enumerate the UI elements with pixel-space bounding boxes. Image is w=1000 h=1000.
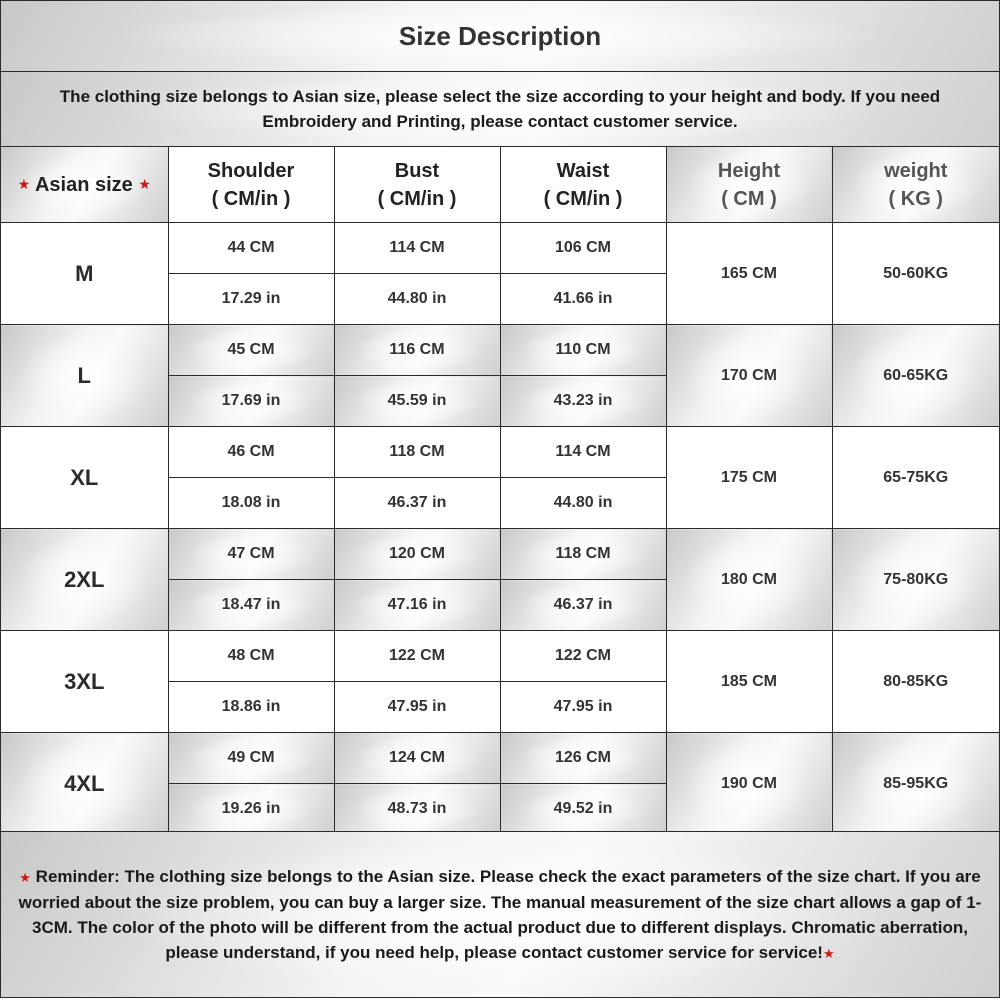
waist-in: 43.23 in [500, 376, 666, 427]
bust-in: 45.59 in [334, 376, 500, 427]
waist-cm: 122 CM [500, 631, 666, 682]
table-row [1, 325, 999, 376]
table-row [1, 427, 999, 478]
waist-in: 44.80 in [500, 478, 666, 529]
shoulder-in: 17.29 in [168, 274, 334, 325]
height-value: 175 CM [666, 427, 832, 529]
waist-cm: 126 CM [500, 733, 666, 784]
shoulder-cm: 47 CM [168, 529, 334, 580]
bust-cm: 118 CM [334, 427, 500, 478]
star-icon: ★ [822, 945, 835, 961]
header-shoulder-label: Shoulder [207, 159, 295, 182]
bust-in: 46.37 in [334, 478, 500, 529]
shoulder-cm: 49 CM [168, 733, 334, 784]
bust-in: 47.95 in [334, 682, 500, 733]
bust-in: 44.80 in [334, 274, 500, 325]
header-waist-unit: ( CM/in ) [543, 187, 623, 210]
weight-value: 60-65KG [832, 325, 999, 427]
header-weight [832, 147, 999, 223]
weight-value: 75-80KG [832, 529, 999, 631]
bust-cm: 124 CM [334, 733, 500, 784]
header-row [1, 147, 999, 223]
reminder-paragraph [5, 864, 995, 966]
height-value: 165 CM [666, 223, 832, 325]
waist-in: 49.52 in [500, 784, 666, 835]
bust-cm: 116 CM [334, 325, 500, 376]
header-asian-size-label: Asian size [34, 174, 133, 196]
waist-cm: 110 CM [500, 325, 666, 376]
table-row [1, 529, 999, 580]
header-bust-label: Bust [394, 159, 440, 182]
star-icon: ★ [138, 176, 151, 192]
table-row [1, 223, 999, 274]
header-shoulder [168, 147, 334, 223]
size-label: 3XL [1, 631, 168, 733]
header-asian-size [1, 147, 168, 223]
header-bust [334, 147, 500, 223]
header-bust-unit: ( CM/in ) [377, 187, 457, 210]
shoulder-in: 18.86 in [168, 682, 334, 733]
waist-cm: 114 CM [500, 427, 666, 478]
shoulder-cm: 45 CM [168, 325, 334, 376]
weight-value: 50-60KG [832, 223, 999, 325]
height-value: 180 CM [666, 529, 832, 631]
size-label: 4XL [1, 733, 168, 835]
header-weight-label: weight [884, 159, 948, 182]
page-title [1, 1, 999, 72]
intro-note [1, 72, 999, 147]
star-icon: ★ [19, 869, 31, 885]
waist-cm: 106 CM [500, 223, 666, 274]
header-waist-label: Waist [556, 159, 610, 182]
size-label: M [1, 223, 168, 325]
shoulder-cm: 44 CM [168, 223, 334, 274]
header-waist [500, 147, 666, 223]
size-label: XL [1, 427, 168, 529]
header-height-unit: ( CM ) [721, 187, 777, 210]
header-height-label: Height [717, 159, 781, 182]
bust-in: 48.73 in [334, 784, 500, 835]
table-row [1, 631, 999, 682]
bust-in: 47.16 in [334, 580, 500, 631]
height-value: 185 CM [666, 631, 832, 733]
waist-in: 47.95 in [500, 682, 666, 733]
bust-cm: 114 CM [334, 223, 500, 274]
size-table [1, 147, 999, 835]
header-height [666, 147, 832, 223]
header-shoulder-unit: ( CM/in ) [211, 187, 291, 210]
bust-cm: 122 CM [334, 631, 500, 682]
size-label: 2XL [1, 529, 168, 631]
height-value: 170 CM [666, 325, 832, 427]
weight-value: 80-85KG [832, 631, 999, 733]
shoulder-in: 18.08 in [168, 478, 334, 529]
shoulder-in: 18.47 in [168, 580, 334, 631]
shoulder-cm: 48 CM [168, 631, 334, 682]
reminder-note [1, 831, 999, 997]
shoulder-in: 19.26 in [168, 784, 334, 835]
waist-cm: 118 CM [500, 529, 666, 580]
waist-in: 41.66 in [500, 274, 666, 325]
weight-value: 85-95KG [832, 733, 999, 835]
page-title-text: Size Description [398, 20, 602, 51]
shoulder-cm: 46 CM [168, 427, 334, 478]
weight-value: 65-75KG [832, 427, 999, 529]
waist-in: 46.37 in [500, 580, 666, 631]
intro-text: The clothing size belongs to Asian size, please select the size according to your height and body. If you need Embroidery and Printing, please contact customer service. [59, 87, 941, 131]
shoulder-in: 17.69 in [168, 376, 334, 427]
bust-cm: 120 CM [334, 529, 500, 580]
star-icon: ★ [17, 176, 31, 192]
reminder-text: Reminder: The clothing size belongs to the Asian size. Please check the exact parameters of the size chart. If you are worried about the size problem, you can buy a larger size. The manual measurement of the size chart allows a gap of 1-3CM. The color of the photo will be different from the actual product due to different displays. Chromatic aberration, please understand, if you need help, please contact customer service for service! [18, 866, 982, 962]
table-row [1, 733, 999, 784]
height-value: 190 CM [666, 733, 832, 835]
size-label: L [1, 325, 168, 427]
header-weight-unit: ( KG ) [888, 187, 943, 210]
